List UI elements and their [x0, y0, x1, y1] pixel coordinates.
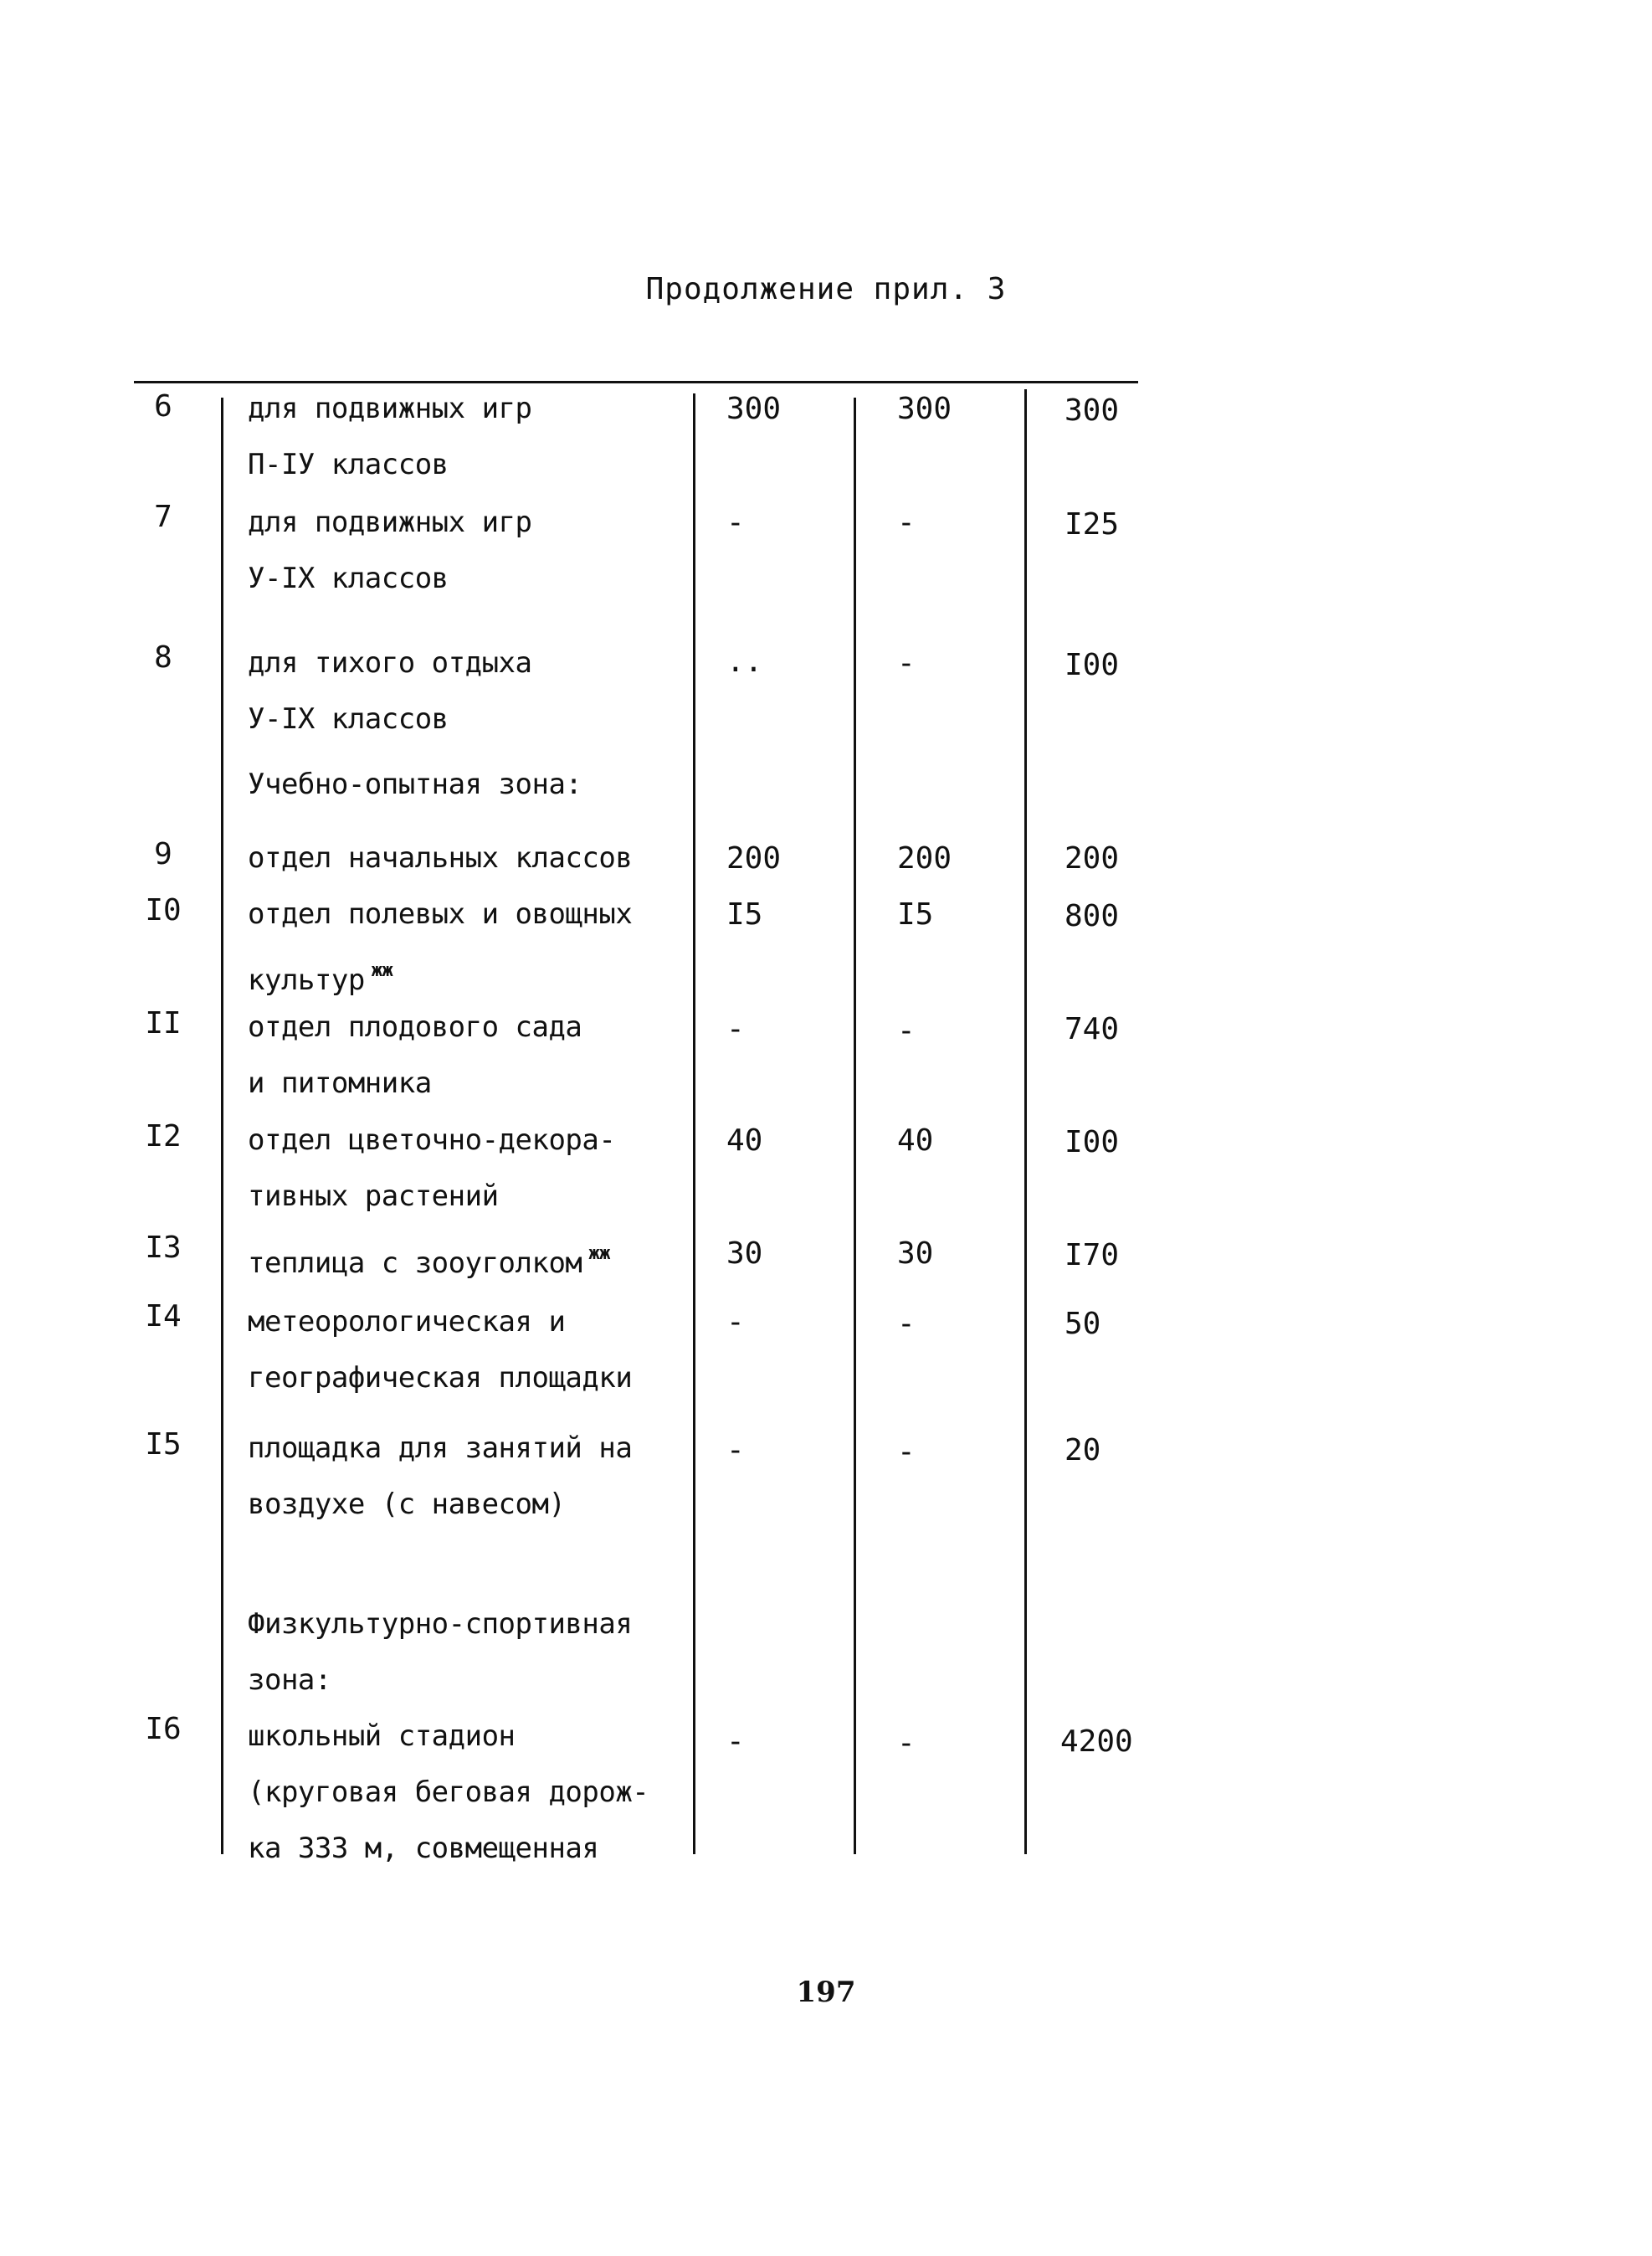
footnote-marker: жж [371, 960, 393, 981]
description-line: ка 333 м, совмещенная [248, 1832, 599, 1865]
row-description [248, 1000, 666, 1112]
row-number: II [145, 1006, 182, 1041]
value-col-3: 4200 [1060, 1724, 1133, 1759]
row-number: I3 [145, 1231, 182, 1265]
value-col-3: 200 [1065, 841, 1120, 876]
row-description [248, 1113, 666, 1225]
footnote-marker: жж [588, 1243, 610, 1264]
value-col-3: 300 [1065, 393, 1120, 428]
value-col-1: 300 [726, 392, 782, 426]
column-divider-3 [854, 398, 856, 1854]
section-heading [248, 1596, 666, 1709]
column-divider-4 [1024, 389, 1027, 1854]
description-line: (круговая беговая дорож- [248, 1776, 649, 1809]
value-col-2: - [897, 1307, 916, 1341]
value-col-2: - [897, 646, 916, 681]
value-col-2: - [897, 1014, 916, 1048]
column-divider-1 [221, 398, 223, 1854]
section-heading [248, 757, 666, 813]
value-col-2: - [897, 1726, 916, 1760]
value-col-2: 300 [897, 392, 952, 426]
value-col-3: I25 [1065, 507, 1120, 542]
value-col-1: .. [726, 645, 763, 679]
value-col-3: I00 [1065, 1125, 1120, 1159]
value-col-3: 800 [1065, 899, 1120, 933]
value-col-3: 740 [1065, 1012, 1120, 1046]
row-number: 9 [154, 837, 172, 871]
value-col-1: - [726, 1012, 745, 1046]
row-description [248, 1421, 666, 1533]
description-line: школьный стадион [248, 1719, 516, 1753]
page-number: 197 [796, 1976, 856, 2009]
description-line: и питомника [248, 1066, 432, 1100]
value-col-1: - [726, 506, 745, 540]
value-col-1: 200 [726, 841, 782, 876]
row-number: I6 [145, 1712, 182, 1746]
page-header: Продолжение прил. 3 [645, 272, 1007, 306]
description-line: для подвижных игр [248, 392, 532, 425]
value-col-1: I5 [726, 897, 763, 932]
description-line: отдел цветочно-декора- [248, 1123, 616, 1157]
description-text: теплица с зооуголком [248, 1246, 582, 1280]
description-line: У-IХ классов [248, 562, 449, 595]
column-divider-2 [693, 393, 695, 1854]
row-number: I5 [145, 1427, 182, 1462]
description-line: географическая площадки [248, 1361, 633, 1395]
row-description [248, 830, 666, 886]
description-text: культур [248, 964, 365, 997]
description-line: отдел начальных классов [248, 841, 633, 875]
value-col-2: - [897, 506, 916, 540]
description-line: воздухе (с навесом) [248, 1488, 566, 1521]
row-description [248, 495, 666, 607]
row-description [248, 1709, 666, 1877]
row-description [248, 635, 666, 748]
row-number: I4 [145, 1299, 182, 1334]
description-line: отдел плодового сада [248, 1010, 582, 1044]
description-line: метеорологическая и [248, 1305, 566, 1339]
description-line: тивных растений [248, 1179, 499, 1213]
description-line: для подвижных игр [248, 506, 532, 539]
row-number: I0 [145, 893, 182, 928]
row-description [248, 381, 666, 493]
row-description [248, 1294, 666, 1406]
description-line: отдел полевых и овощных [248, 897, 633, 931]
value-col-1: 40 [726, 1123, 763, 1158]
value-col-2: I5 [897, 897, 934, 932]
section-heading-text: Учебно-опытная зона: [248, 768, 582, 801]
value-col-3: I70 [1065, 1238, 1120, 1272]
description-line: П-IУ классов [248, 448, 449, 481]
value-col-2: 40 [897, 1123, 934, 1158]
description-line: площадка для занятий на [248, 1431, 633, 1465]
value-col-3: 50 [1065, 1307, 1101, 1341]
value-col-1: - [726, 1305, 745, 1339]
description-line: У-IХ классов [248, 702, 449, 736]
data-table [134, 381, 1138, 1865]
row-number: 8 [154, 640, 172, 675]
value-col-2: 30 [897, 1236, 934, 1271]
value-col-2: 200 [897, 841, 952, 876]
value-col-1: - [726, 1724, 745, 1759]
value-col-3: I00 [1065, 648, 1120, 682]
section-heading-text: зона: [248, 1663, 331, 1697]
value-col-1: - [726, 1433, 745, 1467]
row-number: 7 [154, 500, 172, 534]
row-description [248, 886, 666, 1009]
value-col-3: 20 [1065, 1433, 1101, 1467]
row-description [248, 1226, 666, 1292]
row-number: 6 [154, 389, 172, 424]
section-heading-text: Физкультурно-спортивная [248, 1607, 633, 1641]
value-col-2: - [897, 1435, 916, 1469]
description-line: для тихого отдыха [248, 646, 532, 680]
row-number: I2 [145, 1119, 182, 1154]
description-line [248, 1226, 666, 1292]
value-col-1: 30 [726, 1236, 763, 1271]
